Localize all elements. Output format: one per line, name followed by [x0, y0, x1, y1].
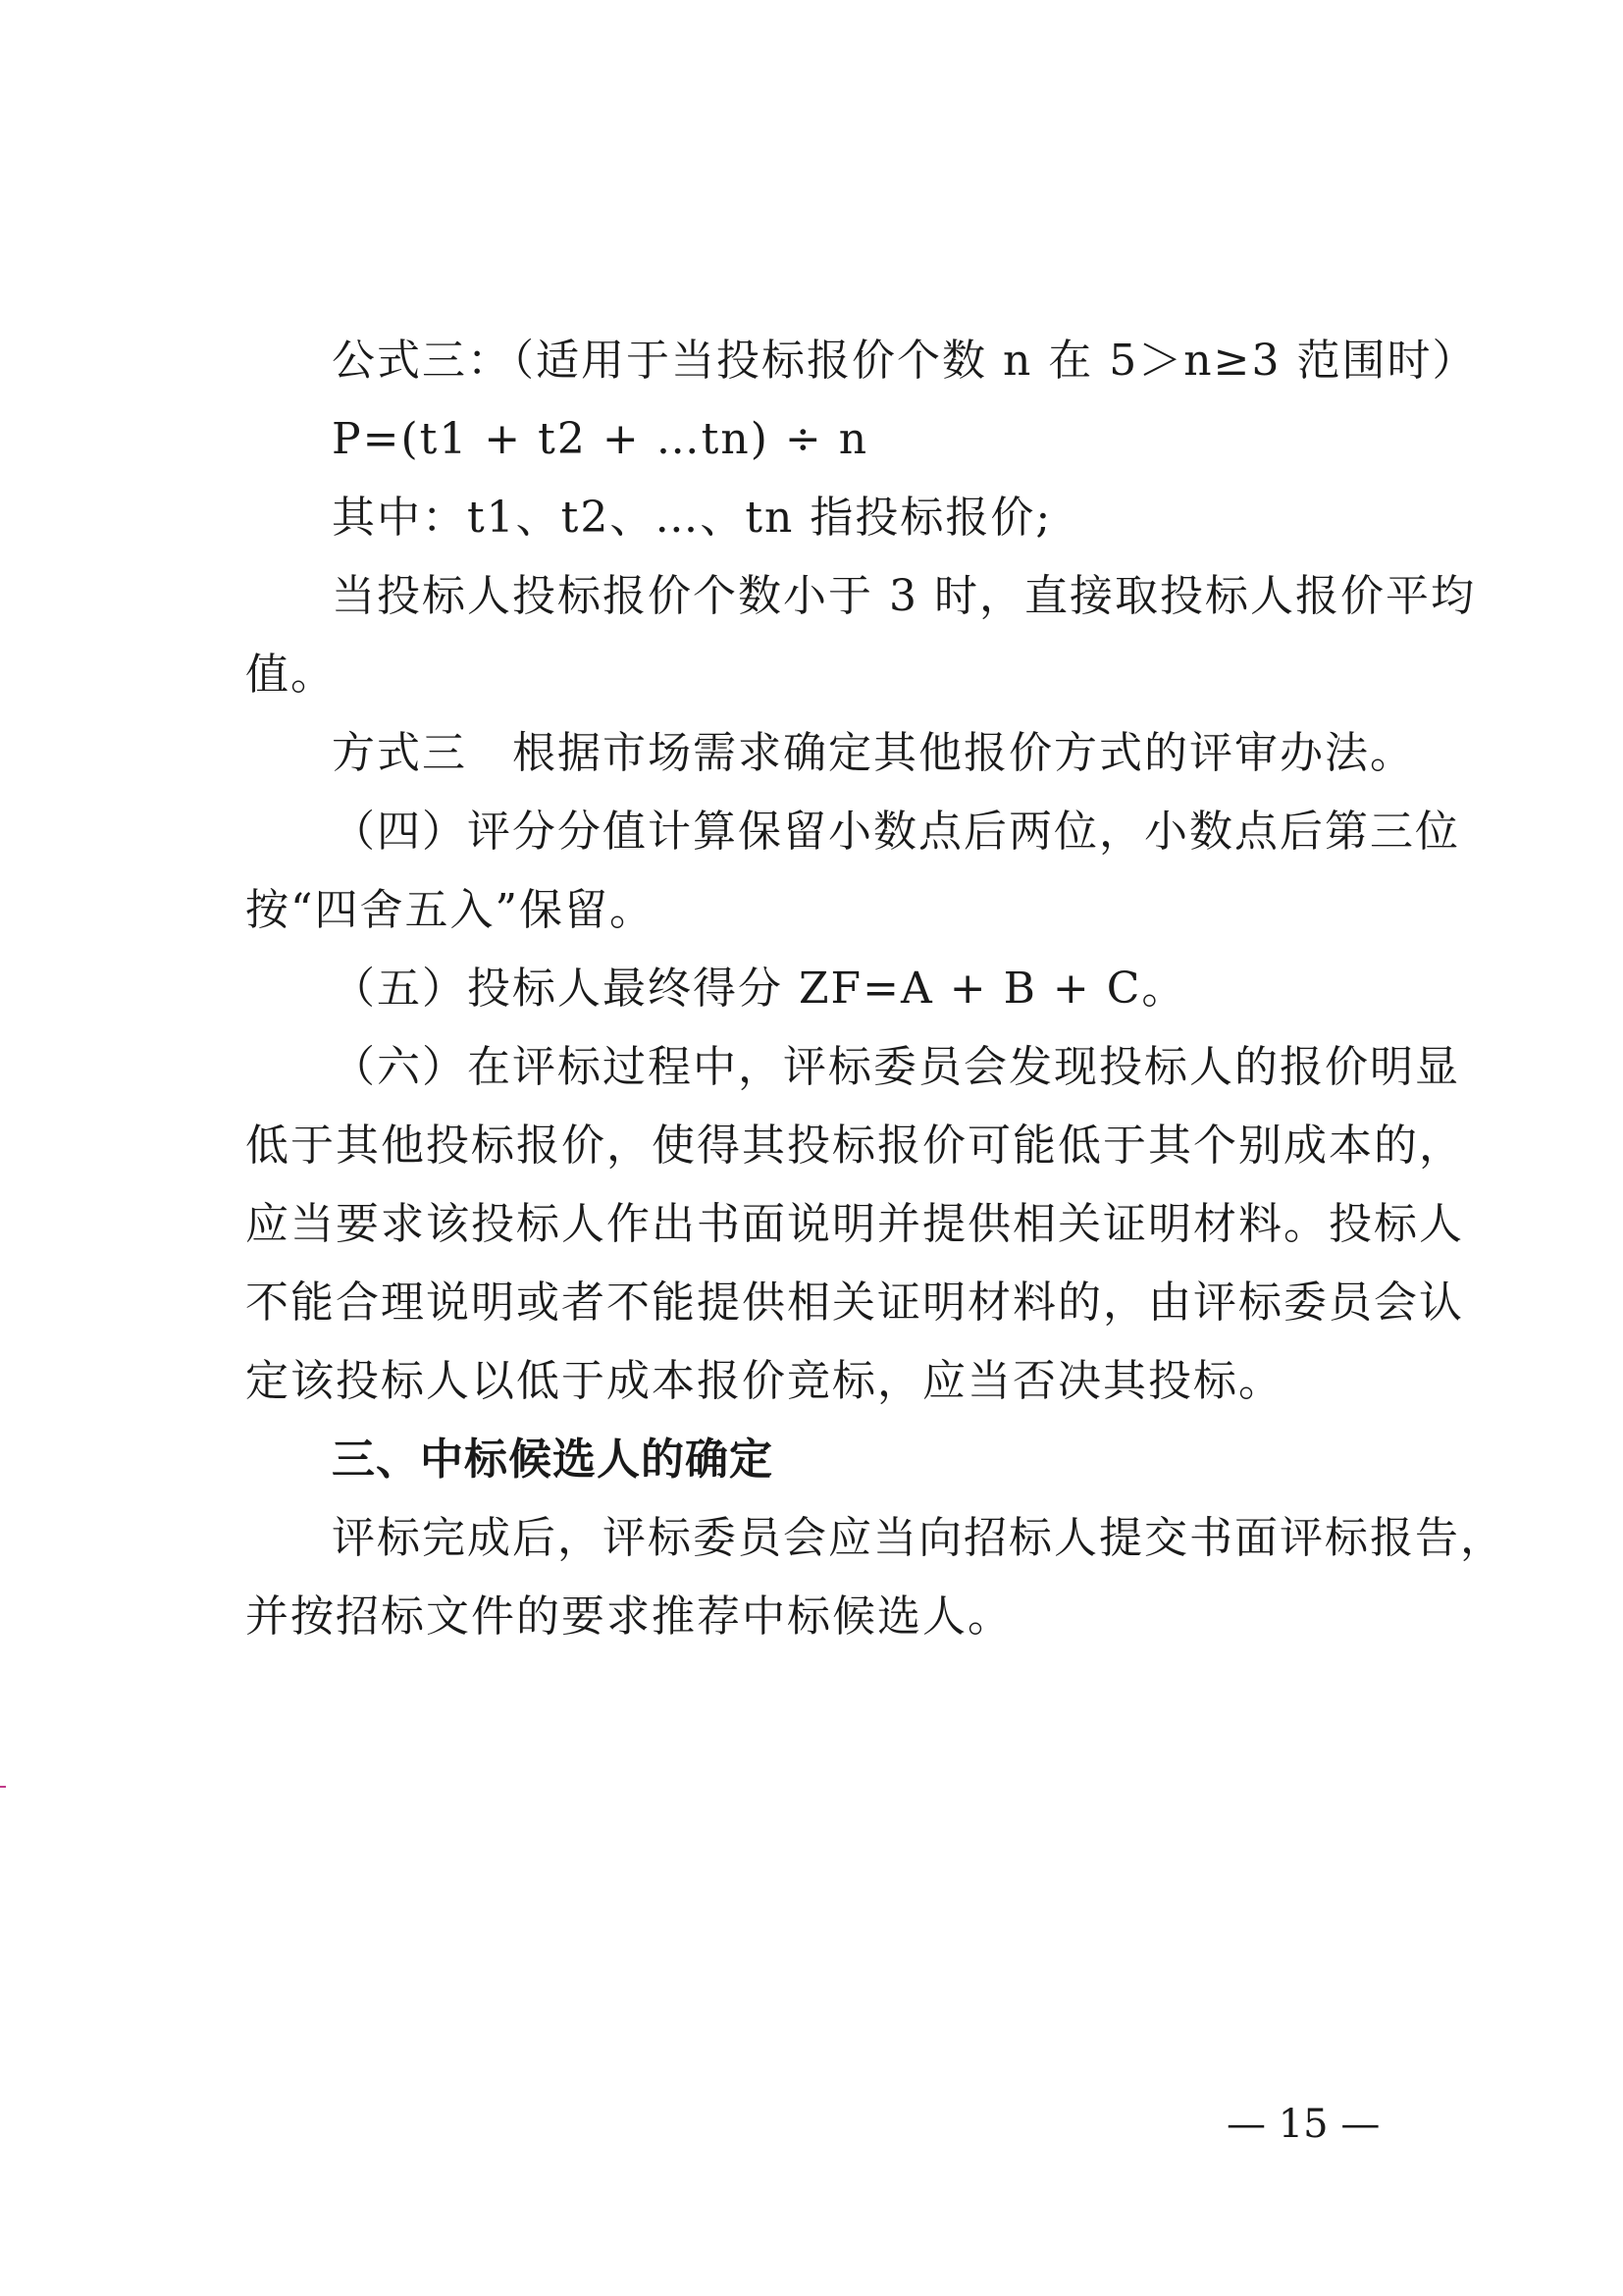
text-line: 按“四舍五入”保留。 — [245, 885, 654, 935]
section-heading: 三、中标候选人的确定 — [332, 1435, 773, 1485]
text-line: 并按招标文件的要求推荐中标候选人。 — [245, 1592, 1013, 1642]
text-line: 评标完成后，评标委员会应当向招标人提交书面评标报告， — [332, 1513, 1505, 1563]
document-body — [245, 322, 1505, 1656]
text-line: （六）在评标过程中，评标委员会发现投标人的报价明显 — [332, 1042, 1460, 1092]
text-line: 不能合理说明或者不能提供相关证明材料的，由评标委员会认 — [245, 1278, 1464, 1328]
text-line: 应当要求该投标人作出书面说明并提供相关证明材料。投标人 — [245, 1199, 1464, 1249]
text-line: 公式三：（适用于当投标报价个数 n 在 5＞n≥3 范围时） — [332, 336, 1478, 386]
text-line: （四）评分分值计算保留小数点后两位，小数点后第三位 — [332, 807, 1460, 857]
text-line: 当投标人投标报价个数小于 3 时，直接取投标人报价平均 — [332, 571, 1476, 621]
text-line: （五）投标人最终得分 ZF=A + B + C。 — [332, 964, 1187, 1014]
text-line: P=(t1 + t2 + …tn) ÷ n — [332, 414, 869, 464]
text-line: 其中：t1、t2、…、tn 指投标报价; — [332, 493, 1053, 543]
text-line: 值。 — [245, 650, 336, 700]
page-number: — 15 — — [1227, 2102, 1381, 2147]
text-line: 定该投标人以低于成本报价竞标，应当否决其投标。 — [245, 1356, 1283, 1406]
scan-edge-mark — [0, 1786, 6, 1788]
text-line: 方式三 根据市场需求确定其他报价方式的评审办法。 — [332, 728, 1415, 778]
text-line: 低于其他投标报价，使得其投标报价可能低于其个别成本的， — [245, 1121, 1464, 1171]
